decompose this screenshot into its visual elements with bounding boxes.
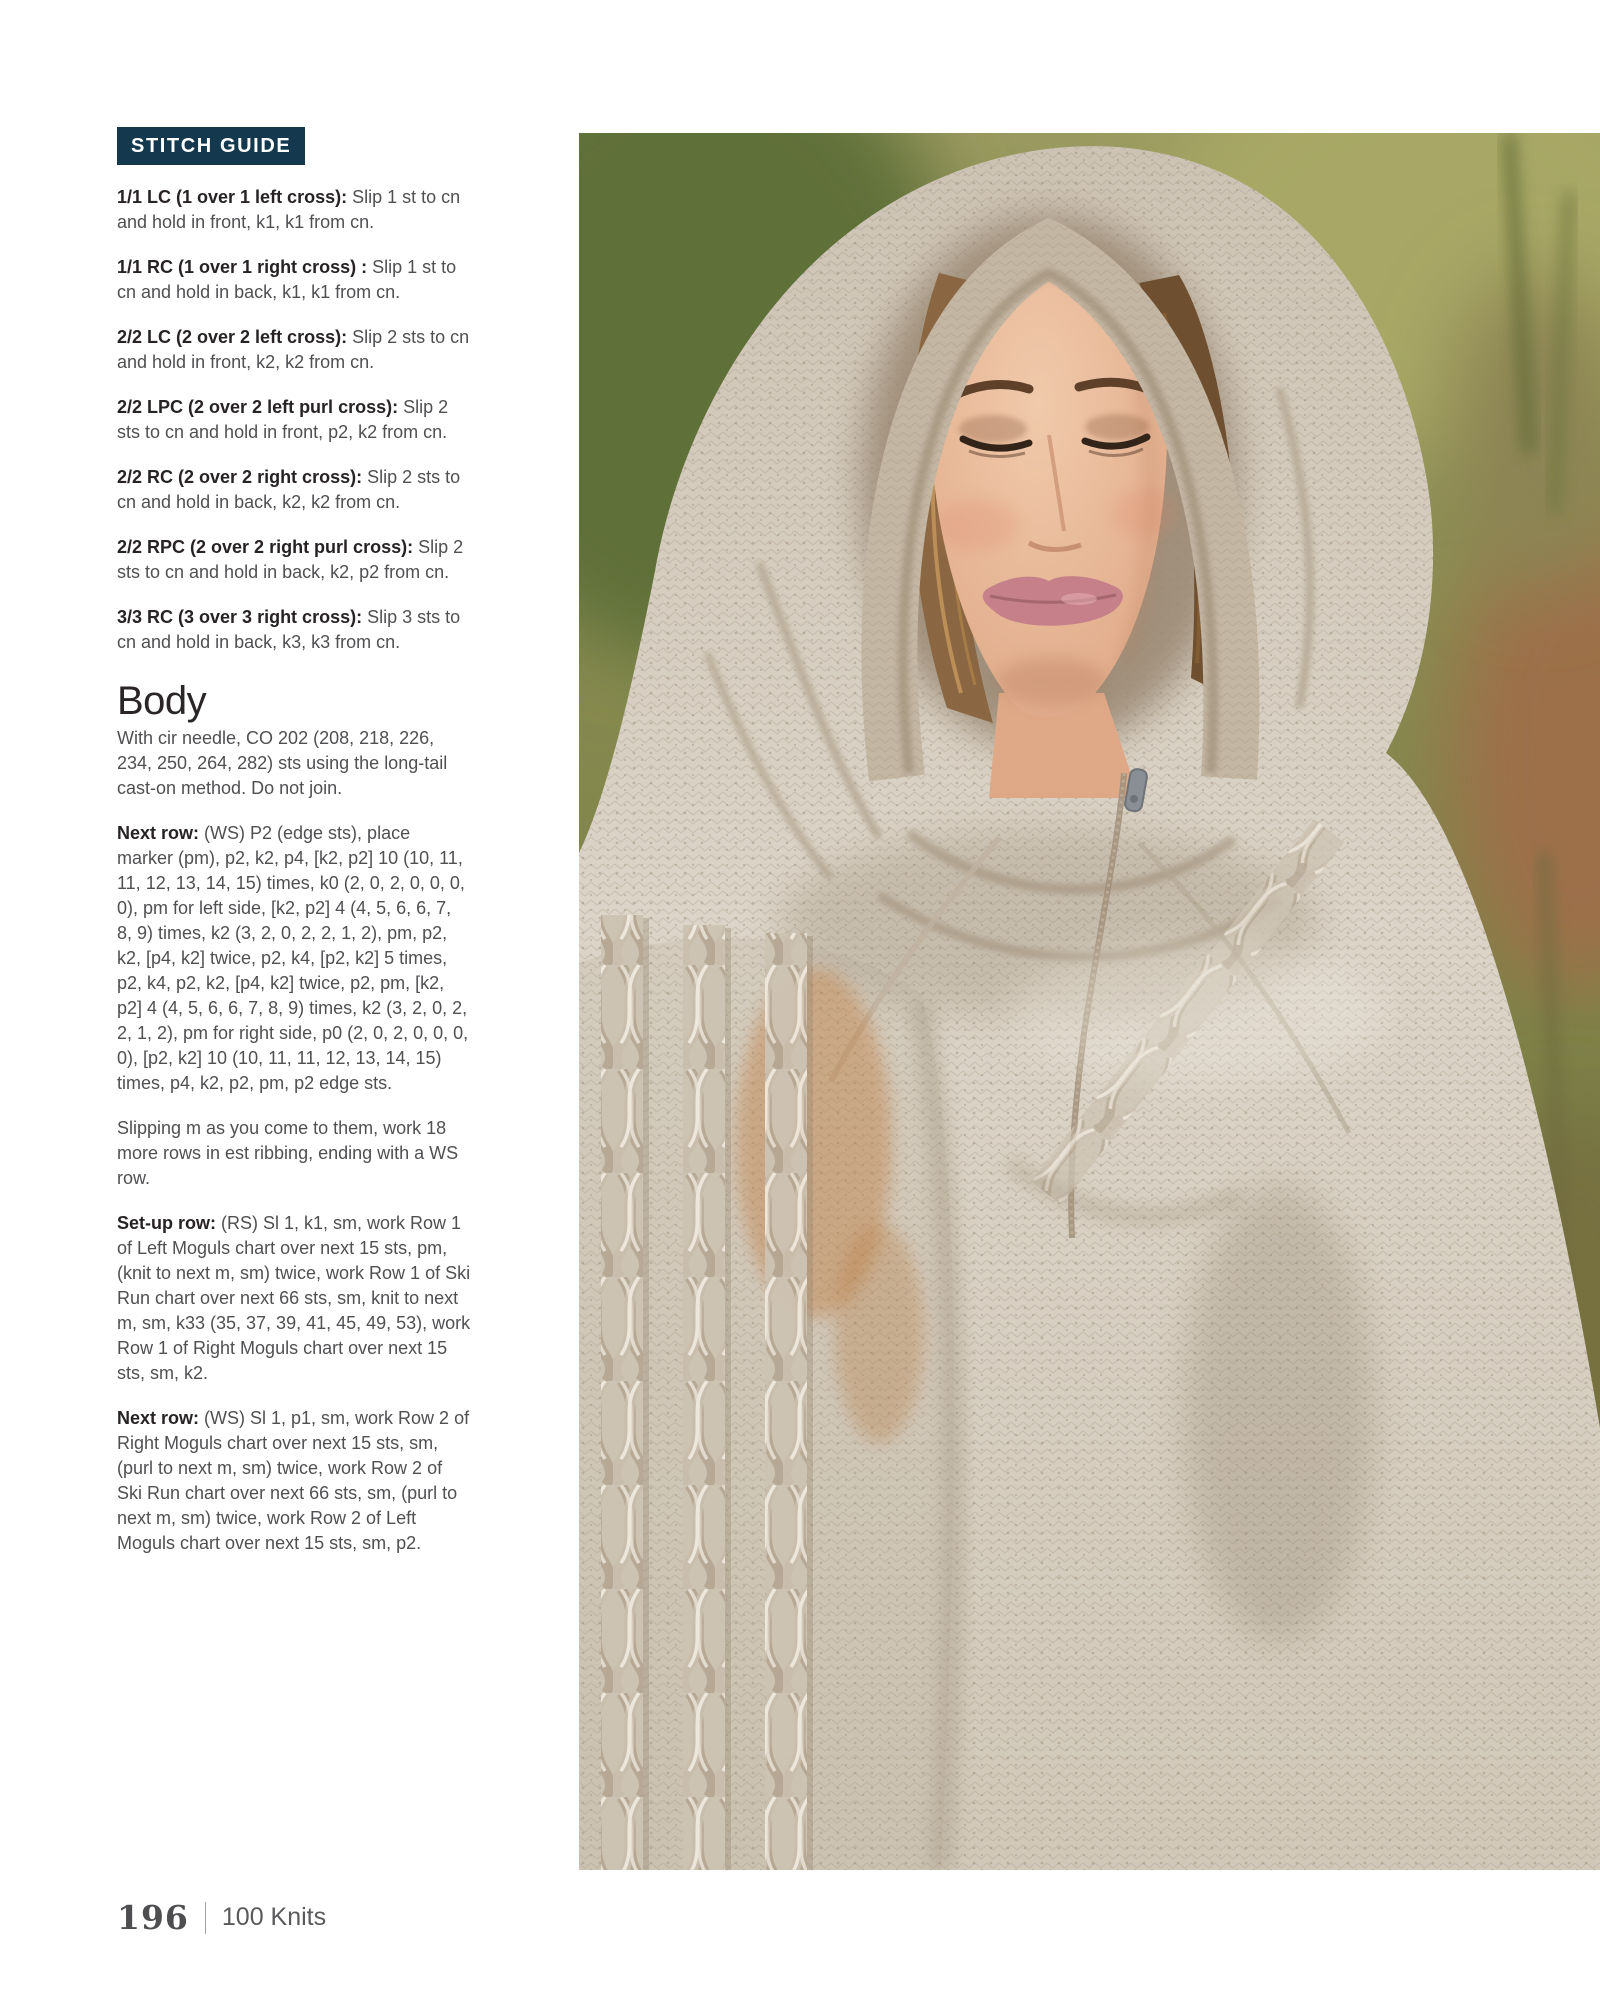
pattern-paragraph [117, 821, 471, 1096]
stitch-term: 2/2 LC (2 over 2 left cross): [117, 327, 348, 347]
book-title: 100 Knits [221, 1903, 327, 1931]
stitch-term: 2/2 RPC (2 over 2 right purl cross): [117, 537, 414, 557]
stitch-term: 2/2 LPC (2 over 2 left purl cross): [117, 397, 399, 417]
model-photo [579, 133, 1600, 1870]
stitch-desc: Slip 2 sts to cn and hold in front, p2, k2 from cn. [117, 397, 449, 442]
stitch-entry [117, 395, 471, 445]
stitch-term: 2/2 RC (2 over 2 right cross): [117, 467, 363, 487]
stitch-term: 1/1 RC (1 over 1 right cross) : [117, 257, 368, 277]
stitch-entry [117, 255, 471, 305]
stitch-desc: Slip 2 sts to cn and hold in back, k2, k2 from cn. [117, 467, 461, 512]
stitch-desc: Slip 3 sts to cn and hold in back, k3, k3 from cn. [117, 607, 461, 652]
instructions-column [117, 127, 471, 1576]
stitch-entry [117, 465, 471, 515]
page-footer [117, 1898, 326, 1937]
row-label: Next row: [117, 823, 200, 843]
stitch-entry [117, 325, 471, 375]
pattern-paragraph [117, 1211, 471, 1386]
footer-divider [205, 1902, 206, 1934]
pattern-paragraph [117, 726, 471, 801]
stitch-entry [117, 605, 471, 655]
row-label: Next row: [117, 1408, 200, 1428]
stitch-term: 1/1 LC (1 over 1 left cross): [117, 187, 348, 207]
stitch-desc: Slip 1 st to cn and hold in front, k1, k1 from cn. [117, 187, 461, 232]
stitch-desc: Slip 2 sts to cn and hold in back, k2, p2 from cn. [117, 537, 464, 582]
page-number: 196 [117, 1898, 189, 1937]
stitch-entry [117, 535, 471, 585]
pattern-paragraph [117, 1406, 471, 1556]
model-photo-illustration [579, 133, 1600, 1870]
row-text: With cir needle, CO 202 (208, 218, 226, 234, 250, 264, 282) sts using the long-tail cast-on method. Do not join. [117, 728, 448, 798]
row-text: (WS) Sl 1, p1, sm, work Row 2 of Right Moguls chart over next 15 sts, sm, (purl to next m, sm) twice, work Row 2 of Ski Run chart over next 66 sts, sm, (purl to next m, sm) twice, work Row 2 of Left Moguls chart over next 15 sts, sm, p2. [117, 1408, 470, 1553]
stitch-guide-title: STITCH GUIDE [131, 135, 292, 157]
stitch-term: 3/3 RC (3 over 3 right cross): [117, 607, 363, 627]
stitch-guide-badge [117, 127, 305, 165]
stitch-desc: Slip 1 st to cn and hold in back, k1, k1 from cn. [117, 257, 457, 302]
row-label: Set-up row: [117, 1213, 216, 1233]
row-text: (RS) Sl 1, k1, sm, work Row 1 of Left Moguls chart over next 15 sts, pm, (knit to next m, sm) twice, work Row 1 of Ski Run chart over next 66 sts, sm, knit to next m, sm, k33 (35, 37, 39, 41, 45, 49, 53), work Row 1 of Right Moguls chart over next 15 sts, sm, k2. [117, 1213, 471, 1383]
stitch-entry [117, 185, 471, 235]
body-section-heading: Body [117, 679, 207, 723]
row-text: (WS) P2 (edge sts), place marker (pm), p2, k2, p4, [k2, p2] 10 (10, 11, 11, 12, 13, 14, 15) times, k0 (2, 0, 2, 0, 0, 0, 0), pm for left side, [k2, p2] 4 (4, 5, 6, 6, 7, 8, 9) times, k2 (3, 2, 0, 2, 2, 1, 2), pm, p2, k2, [p4, k2] twice, p2, k4, [p2, k2] 5 times, p2, k4, p2, k2, [p4, k2] twice, p2, pm, [k2, p2] 4 (4, 5, 6, 6, 7, 8, 9) times, k2 (3, 2, 0, 2, 2, 1, 2), pm for right side, p0 (2, 0, 2, 0, 0, 0, 0), [p2, k2] 10 (10, 11, 11, 12, 13, 14, 15) times, p4, k2, p2, pm, p2 edge sts. [117, 823, 469, 1093]
stitch-desc: Slip 2 sts to cn and hold in front, k2, k2 from cn. [117, 327, 470, 372]
row-text: Slipping m as you come to them, work 18 more rows in est ribbing, ending with a WS row. [117, 1118, 459, 1188]
pattern-paragraph [117, 1116, 471, 1191]
